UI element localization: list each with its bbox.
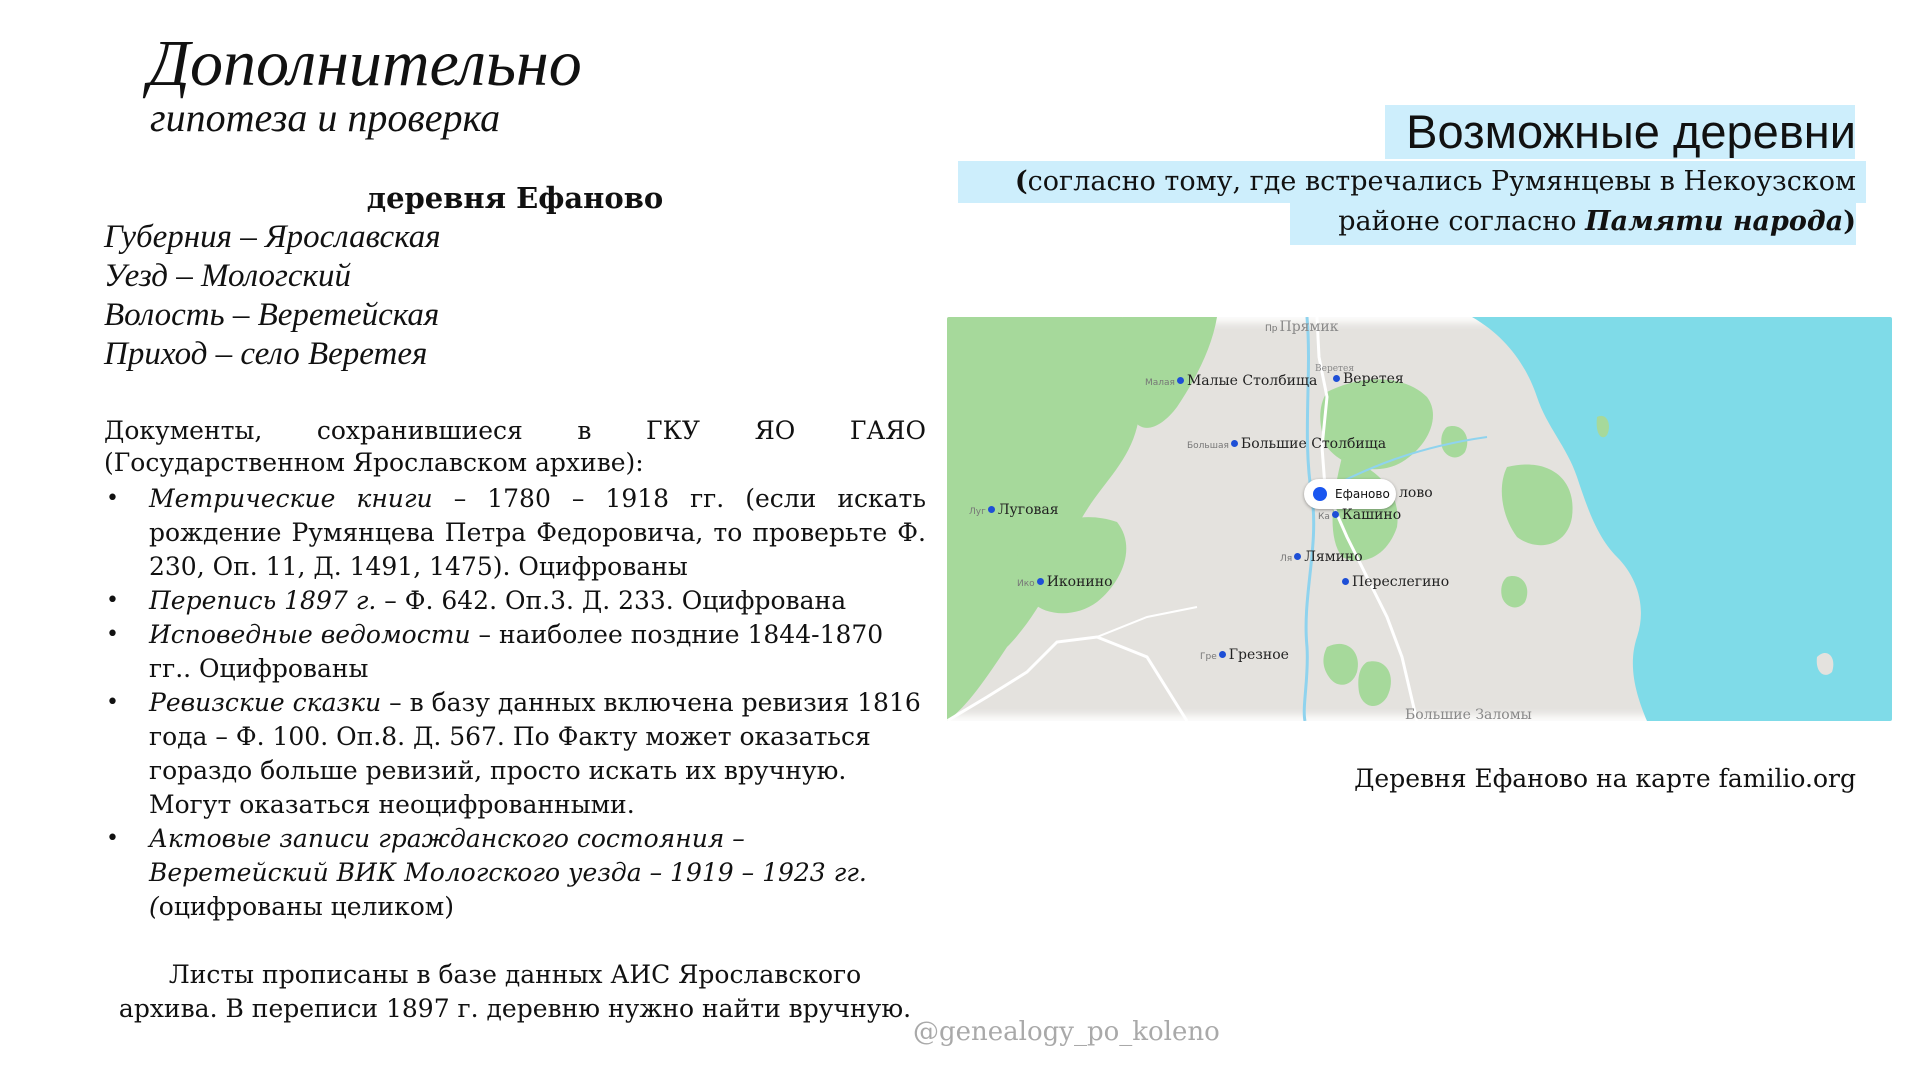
page-title: Дополнительно [148, 27, 582, 100]
subtitle-text-2: районе согласно [1338, 206, 1586, 237]
closing-note [104, 958, 926, 1026]
village-dot-icon [1342, 578, 1349, 585]
list-item [104, 584, 926, 618]
map-label-ikonino[interactable] [1017, 574, 1113, 592]
bullet-icon: • [106, 690, 119, 715]
list-item [104, 482, 926, 584]
map-label-text: Кашино [1341, 507, 1402, 523]
map-label-kashino[interactable] [1318, 507, 1401, 525]
village-dot-icon [1219, 651, 1226, 658]
forest-area [1320, 379, 1433, 469]
map-label-text: Большие Столбища [1240, 436, 1387, 452]
map-caption: Деревня Ефаново на карте familio.org [1354, 764, 1856, 793]
village-dot-icon [1037, 578, 1044, 585]
villages-title: Возможные деревни [1406, 105, 1856, 158]
closing-note-line2: архива. В переписи 1897 г. деревню нужно найти вручную. [118, 994, 912, 1023]
map-background [947, 317, 1892, 721]
source-name: Памяти народа [1585, 206, 1844, 237]
map-label-prefix: Гре [1200, 652, 1217, 662]
documents-intro-line2: (Государственном Ярославском архиве): [104, 448, 644, 477]
map-label-text: Луговая [997, 502, 1059, 518]
list-item [104, 686, 926, 822]
forest-area [1358, 661, 1391, 706]
document-type: Метрические книги [149, 484, 433, 513]
admin-volost: Волость – Веретейская [104, 297, 440, 333]
bullet-icon: • [106, 486, 119, 511]
map-label-partial: лово [1399, 485, 1433, 501]
map-label-prefix: Большая [1187, 441, 1229, 451]
map-label-text: Большие Заломы [1405, 707, 1532, 721]
document-type: Исповедные ведомости [149, 620, 471, 649]
map-label-text: Иконино [1046, 574, 1113, 590]
document-type: Перепись 1897 г. [149, 586, 377, 615]
map-label-veretea[interactable] [1333, 371, 1404, 387]
page-subtitle: гипотеза и проверка [150, 95, 501, 140]
list-item [104, 822, 926, 924]
map-label-prefix: Ико [1017, 579, 1035, 589]
map-label-prefix: Пр [1265, 324, 1278, 334]
documents-list [104, 482, 926, 924]
map-label-text: Грезное [1228, 647, 1289, 663]
map-image[interactable] [947, 317, 1892, 721]
villages-subtitle-line2 [1015, 202, 1856, 242]
bullet-icon: • [106, 588, 119, 613]
village-dot-icon [1177, 377, 1184, 384]
map-label-bolshie-stolbishcha[interactable] [1187, 436, 1386, 454]
forest-area [1501, 576, 1527, 607]
map-label-prefix: Луг [969, 507, 986, 517]
document-type: Ревизские сказки [149, 688, 382, 717]
document-type: Актовые записи гражданского состояния – Веретейский ВИК Мологского уезда – 1919 – 1923 гг. ( [149, 824, 867, 921]
village-dot-icon [1294, 553, 1301, 560]
document-details: – наиболее поздние 1844-1870 гг.. Оцифрованы [149, 620, 884, 683]
map-label-text: Прямик [1279, 319, 1339, 335]
map-pin-efanovo[interactable] [1304, 479, 1396, 509]
documents-intro-line1: Документы, сохранившиеся в ГКУ ЯО ГАЯО [104, 416, 926, 445]
village-dot-icon [1231, 440, 1238, 447]
road [1097, 607, 1197, 637]
map-label-pryamik[interactable] [1265, 319, 1338, 337]
map-label-pereslegino[interactable] [1342, 574, 1449, 590]
bullet-icon: • [106, 622, 119, 647]
forest-area [1502, 464, 1573, 545]
document-details: оцифрованы целиком) [158, 892, 454, 921]
map-label-lugovaya[interactable] [969, 502, 1059, 520]
village-dot-icon [1332, 511, 1339, 518]
forest-area [1323, 644, 1358, 685]
map-label-text: Веретея [1343, 371, 1404, 387]
admin-province: Губерния – Ярославская [104, 219, 441, 255]
paren-close: ) [1843, 206, 1856, 237]
closing-note-line1: Листы прописаны в базе данных АИС Ярославского [168, 960, 862, 989]
map-label-greznoe[interactable] [1200, 647, 1289, 665]
village-heading: деревня Ефаново [366, 181, 664, 215]
villages-subtitle [1015, 162, 1856, 242]
map-label-text: Лямино [1304, 549, 1363, 565]
map-label-veretea-small: Веретея [1315, 364, 1355, 374]
list-item [104, 618, 926, 686]
bullet-icon: • [106, 826, 119, 851]
document-details: – 1780 – 1918 гг. (если искать рождение Румянцева Петра Федоровича, то проверьте Ф. 230, Оп. 11, Д. 1491, 1475). Оцифрованы [149, 484, 927, 581]
admin-parish: Приход – село Веретея [104, 336, 428, 372]
document-details: – Ф. 642. Оп.3. Д. 233. Оцифрована [376, 586, 847, 615]
paren-open: ( [1014, 166, 1028, 197]
watermark: @genealogy_po_koleno [913, 1017, 1220, 1047]
map-label-text: Малые Столбища [1186, 373, 1318, 389]
admin-division-list [104, 218, 441, 374]
map-label-text: Переслегино [1352, 574, 1450, 590]
village-dot-icon [988, 506, 995, 513]
subtitle-text-1: согласно тому, где встречались Румянцевы в Некоузском [1027, 166, 1856, 197]
villages-subtitle-line1 [1015, 162, 1856, 202]
map-label-prefix: Ля [1280, 554, 1293, 564]
map-label-bolshie-zalomy[interactable] [1405, 707, 1532, 721]
admin-district: Уезд – Мологский [104, 258, 351, 294]
map-label-prefix: Малая [1145, 378, 1175, 388]
document-details: – в базу данных включена ревизия 1816 года – Ф. 100. Оп.8. Д. 567. По Факту может оказаться гораздо больше ревизий, просто искать их вручную. Могут оказаться неоцифрованными. [149, 688, 921, 819]
village-dot-icon [1333, 375, 1340, 382]
location-pin-icon [1313, 487, 1327, 501]
map-pin-label: Ефаново [1335, 487, 1390, 501]
map-label-malye-stolbishcha[interactable] [1145, 373, 1317, 391]
map-label-prefix: Ка [1318, 512, 1330, 522]
map-label-lyamino[interactable] [1280, 549, 1363, 567]
